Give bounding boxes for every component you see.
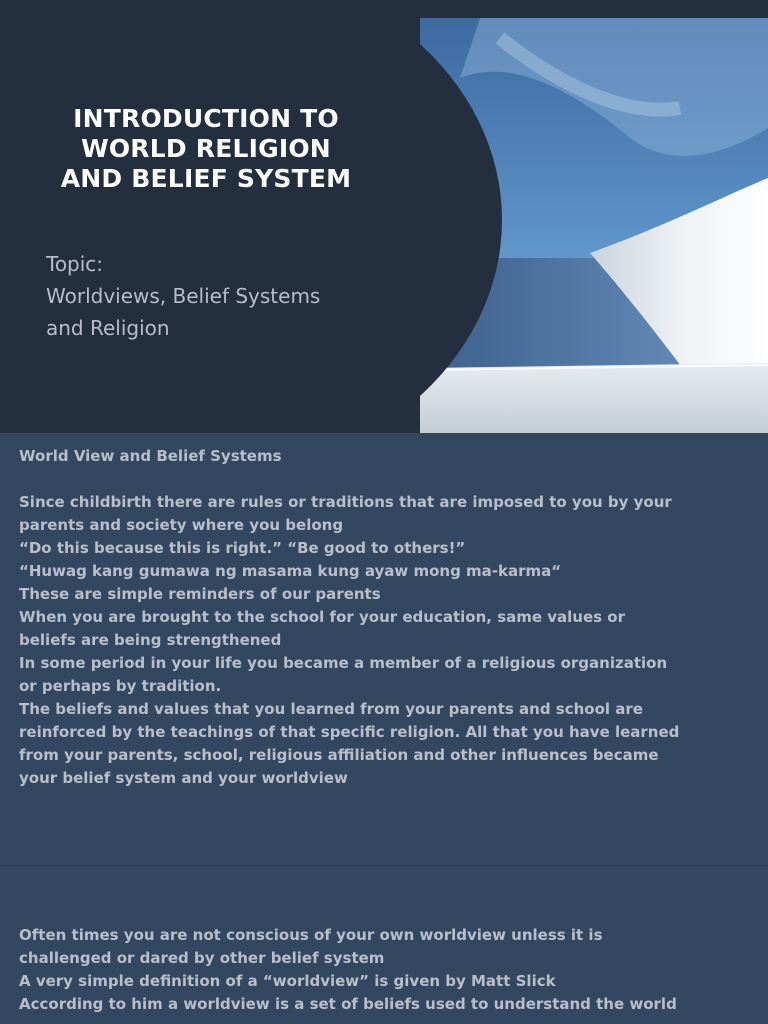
title-panel <box>0 0 502 433</box>
text-line: Since childbirth there are rules or traditions that are imposed to you by your <box>19 493 672 511</box>
text-line: Often times you are not conscious of your own worldview unless it is <box>19 926 603 944</box>
text-line: from your parents, school, religious affiliation and other influences became <box>19 746 659 764</box>
text-line: or perhaps by tradition. <box>19 677 222 695</box>
text-line: your belief system and your worldview <box>19 769 348 787</box>
text-line: parents and society where you belong <box>19 516 344 534</box>
title-line: WORLD RELIGION <box>81 134 331 163</box>
title-slide <box>0 0 768 433</box>
text-line: World View and Belief Systems <box>19 447 282 465</box>
text-line: In some period in your life you became a member of a religious organization <box>19 654 668 672</box>
worldview-slide <box>0 433 768 865</box>
topic-line: Worldviews, Belief Systems <box>46 284 321 308</box>
text-line: The beliefs and values that you learned from your parents and school are <box>19 700 643 718</box>
text-line: When you are brought to the school for your education, same values or <box>19 608 626 626</box>
worldview-definition-slide <box>0 866 768 1024</box>
title-line: AND BELIEF SYSTEM <box>60 164 352 193</box>
slide-body-text <box>19 924 727 1016</box>
text-line: beliefs are being strengthened <box>19 631 282 649</box>
topic-line: Topic: <box>46 252 104 276</box>
topic-line: and Religion <box>46 316 170 340</box>
text-line: These are simple reminders of our parents <box>19 585 381 603</box>
text-line: “Huwag kang gumawa ng masama kung ayaw mong ma-karma“ <box>19 562 562 580</box>
text-line: A very simple definition of a “worldview” is given by Matt Slick <box>19 972 556 990</box>
slide-body-text <box>19 445 727 790</box>
text-line: “Do this because this is right.” “Be good to others!” <box>19 539 466 557</box>
slide-title <box>30 104 382 194</box>
text-line: According to him a worldview is a set of beliefs used to understand the world <box>19 995 677 1013</box>
text-line: reinforced by the teachings of that specific religion. All that you have learned <box>19 723 680 741</box>
title-line: INTRODUCTION TO <box>73 104 339 133</box>
text-line <box>19 468 727 491</box>
text-line: challenged or dared by other belief system <box>19 949 385 967</box>
topic-subtitle <box>46 248 426 344</box>
